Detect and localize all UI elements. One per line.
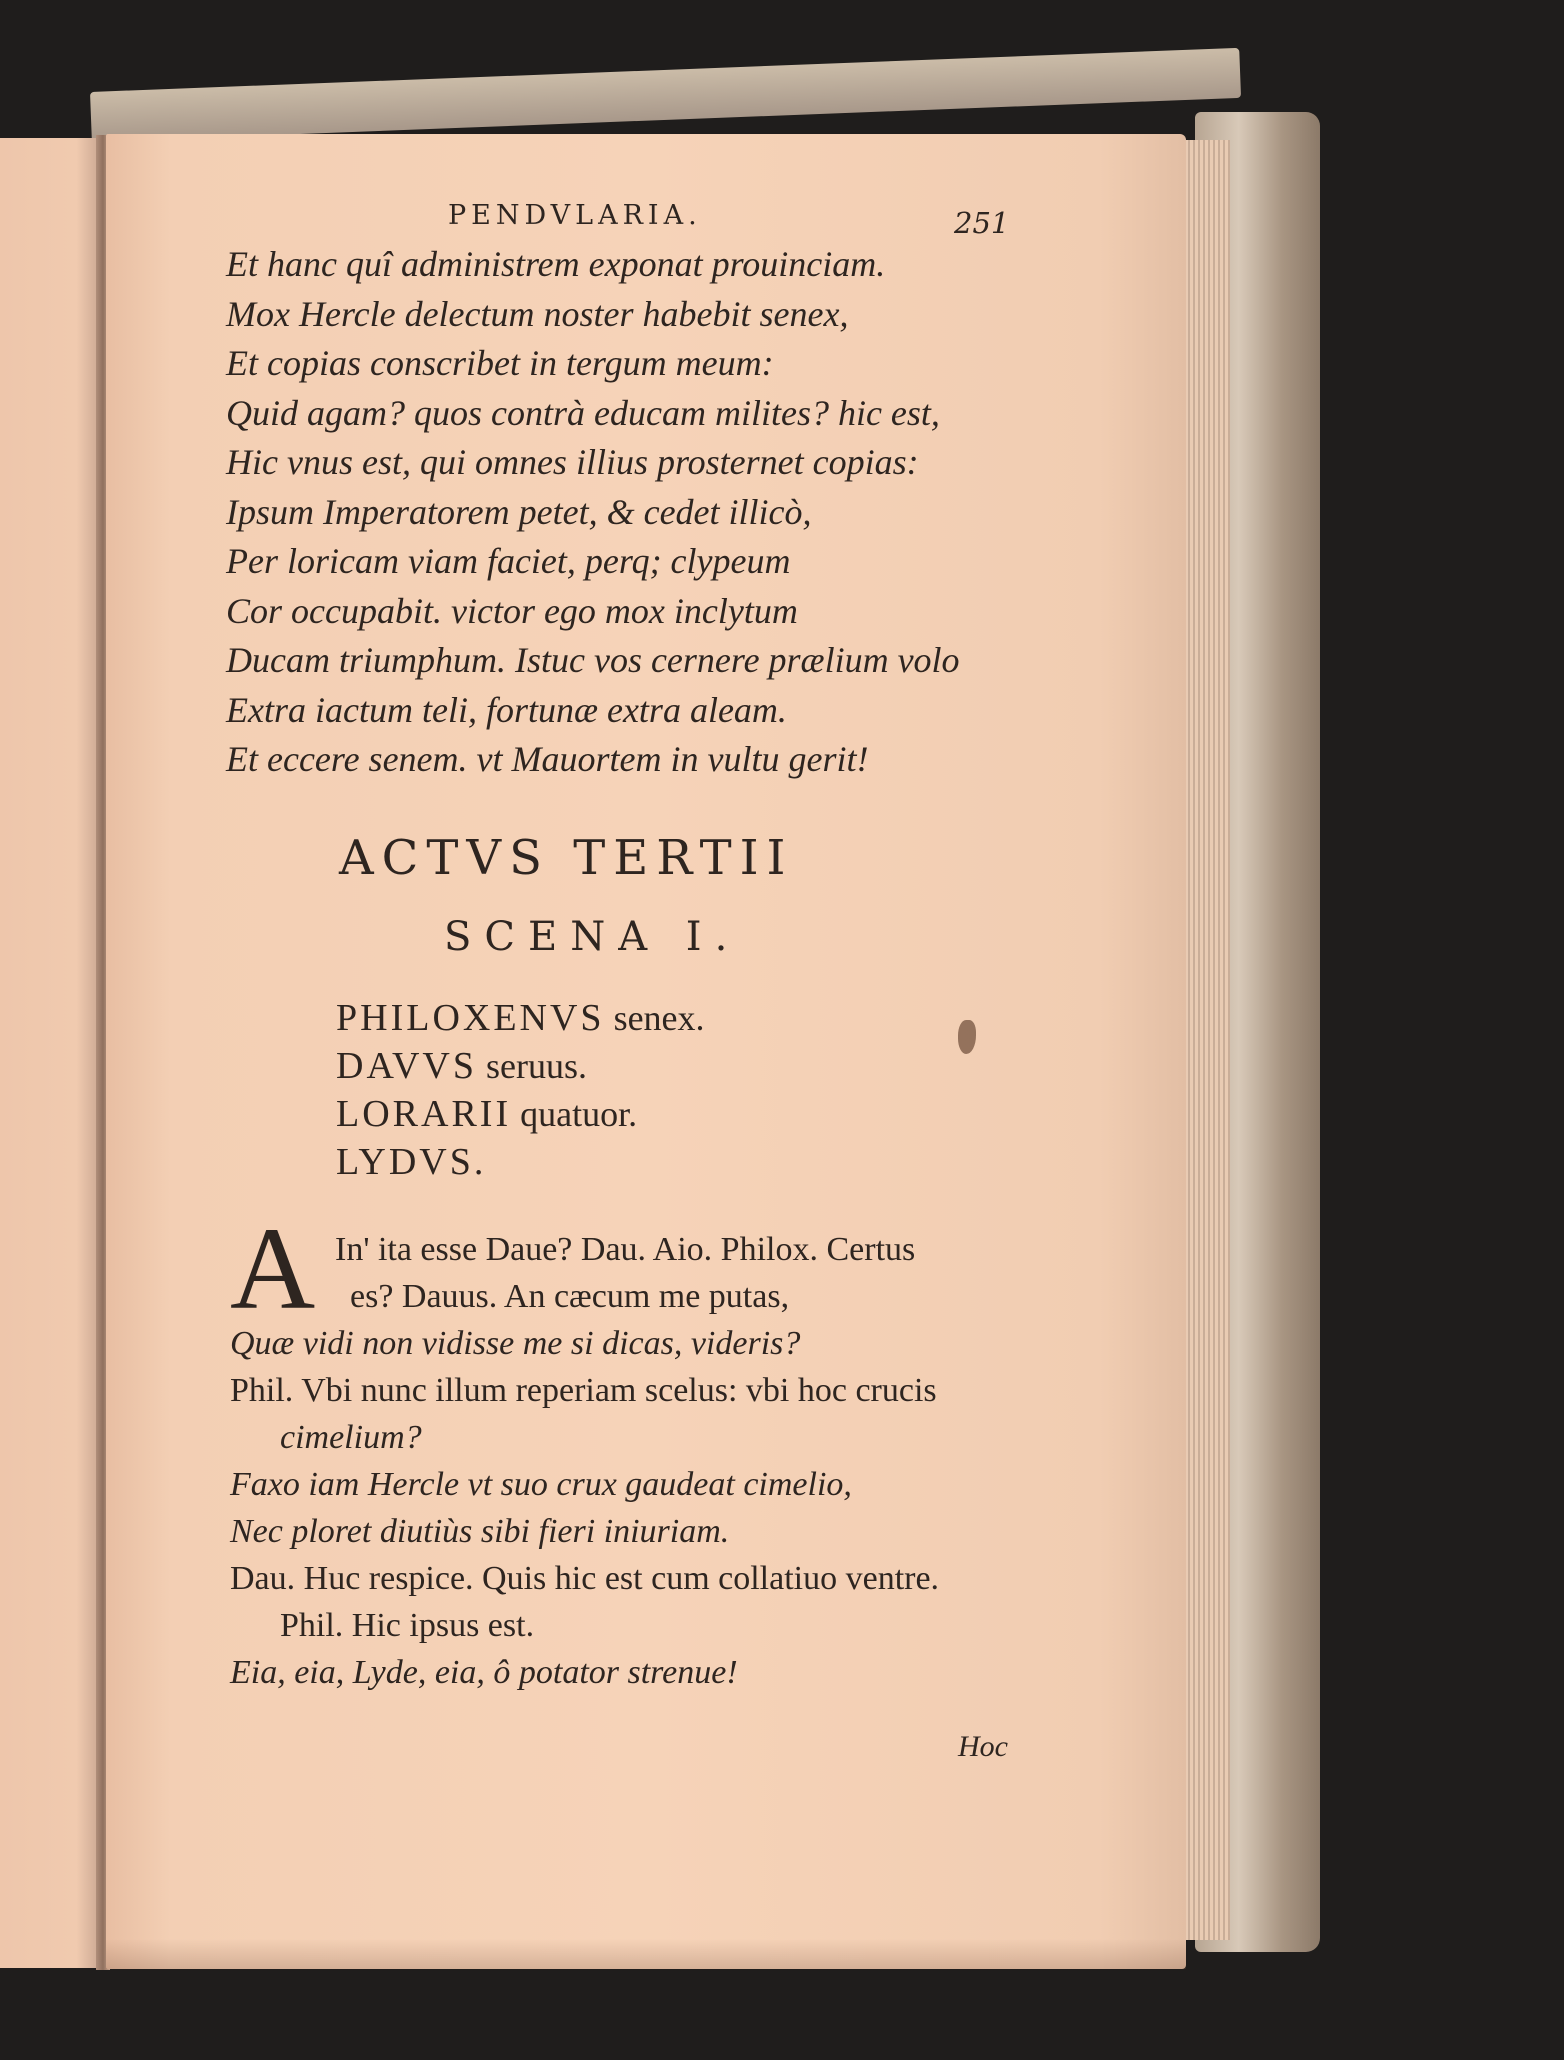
- cast-role: quatuor.: [520, 1094, 638, 1134]
- verse-line: Et eccere senem. vt Mauortem in vultu gerit!: [226, 739, 869, 779]
- catchword: Hoc: [958, 1730, 1008, 1763]
- verse-block: [226, 240, 960, 785]
- cast-entry: [336, 1138, 705, 1186]
- verse-line: Et copias conscribet in tergum meum:: [226, 343, 774, 383]
- cast-list: [336, 994, 705, 1186]
- verse-line: Extra iactum teli, fortunæ extra aleam.: [226, 689, 787, 730]
- book-cover-top-edge: [90, 48, 1241, 142]
- cast-entry: [336, 994, 705, 1042]
- dialogue-line: Nec ploret diutiùs sibi fieri iniuriam.: [230, 1513, 730, 1550]
- dialogue-line: cimelium?: [280, 1419, 422, 1456]
- verse-line: Mox Hercle delectum noster habebit senex,: [226, 293, 849, 334]
- cast-role: seruus.: [486, 1046, 588, 1086]
- dialogue-line: Quæ vidi non vidisse me si dicas, videris?: [230, 1325, 801, 1362]
- cast-entry: [336, 1090, 705, 1138]
- cast-name: LORARII: [336, 1093, 512, 1135]
- dialogue-line: In' ita esse Daue? Dau. Aio. Philox. Certus: [335, 1231, 916, 1268]
- verse-line: Ipsum Imperatorem petet, & cedet illicò,: [226, 491, 812, 532]
- running-head: PENDVLARIA.: [448, 200, 702, 231]
- page-number: 251: [954, 206, 1010, 240]
- dialogue-line: Faxo iam Hercle vt suo crux gaudeat cimelio,: [230, 1466, 852, 1503]
- page-bottom-shadow: [106, 1939, 1186, 1969]
- verse-line: Quid agam? quos contrà educam milites? hic est,: [226, 392, 940, 433]
- cast-role: senex.: [613, 998, 705, 1038]
- verse-line: Cor occupabit. victor ego mox inclytum: [226, 590, 798, 631]
- scene-title: SCENA I.: [444, 914, 741, 960]
- right-page: [106, 134, 1186, 1969]
- verse-line: Ducam triumphum. Istuc vos cernere prælium volo: [226, 640, 960, 680]
- act-title: ACTVS TERTII: [339, 830, 794, 886]
- dialogue-line: Dau. Huc respice. Quis hic est cum collatiuo ventre.: [230, 1560, 940, 1597]
- dialogue-block: [230, 1226, 939, 1696]
- dialogue-line: Phil. Vbi nunc illum reperiam scelus: vbi hoc crucis: [230, 1372, 937, 1409]
- dialogue-line: Phil. Hic ipsus est.: [280, 1607, 535, 1644]
- cast-name: DAVVS: [336, 1045, 478, 1087]
- verse-line: Hic vnus est, qui omnes illius prosternet copias:: [226, 442, 919, 482]
- cast-name: PHILOXENVS: [336, 997, 605, 1039]
- dialogue-line: Eia, eia, Lyde, eia, ô potator strenue!: [230, 1654, 738, 1691]
- drop-cap: A: [230, 1203, 316, 1334]
- ink-stain: [958, 1020, 976, 1054]
- left-page: [0, 138, 102, 1968]
- verse-line: Et hanc quî administrem exponat prouinciam.: [226, 244, 886, 284]
- dialogue-line: es? Dauus. An cæcum me putas,: [350, 1278, 790, 1315]
- verse-line: Per loricam viam faciet, perq; clypeum: [226, 541, 791, 581]
- cast-entry: [336, 1042, 705, 1090]
- cast-name: LYDVS.: [336, 1141, 487, 1183]
